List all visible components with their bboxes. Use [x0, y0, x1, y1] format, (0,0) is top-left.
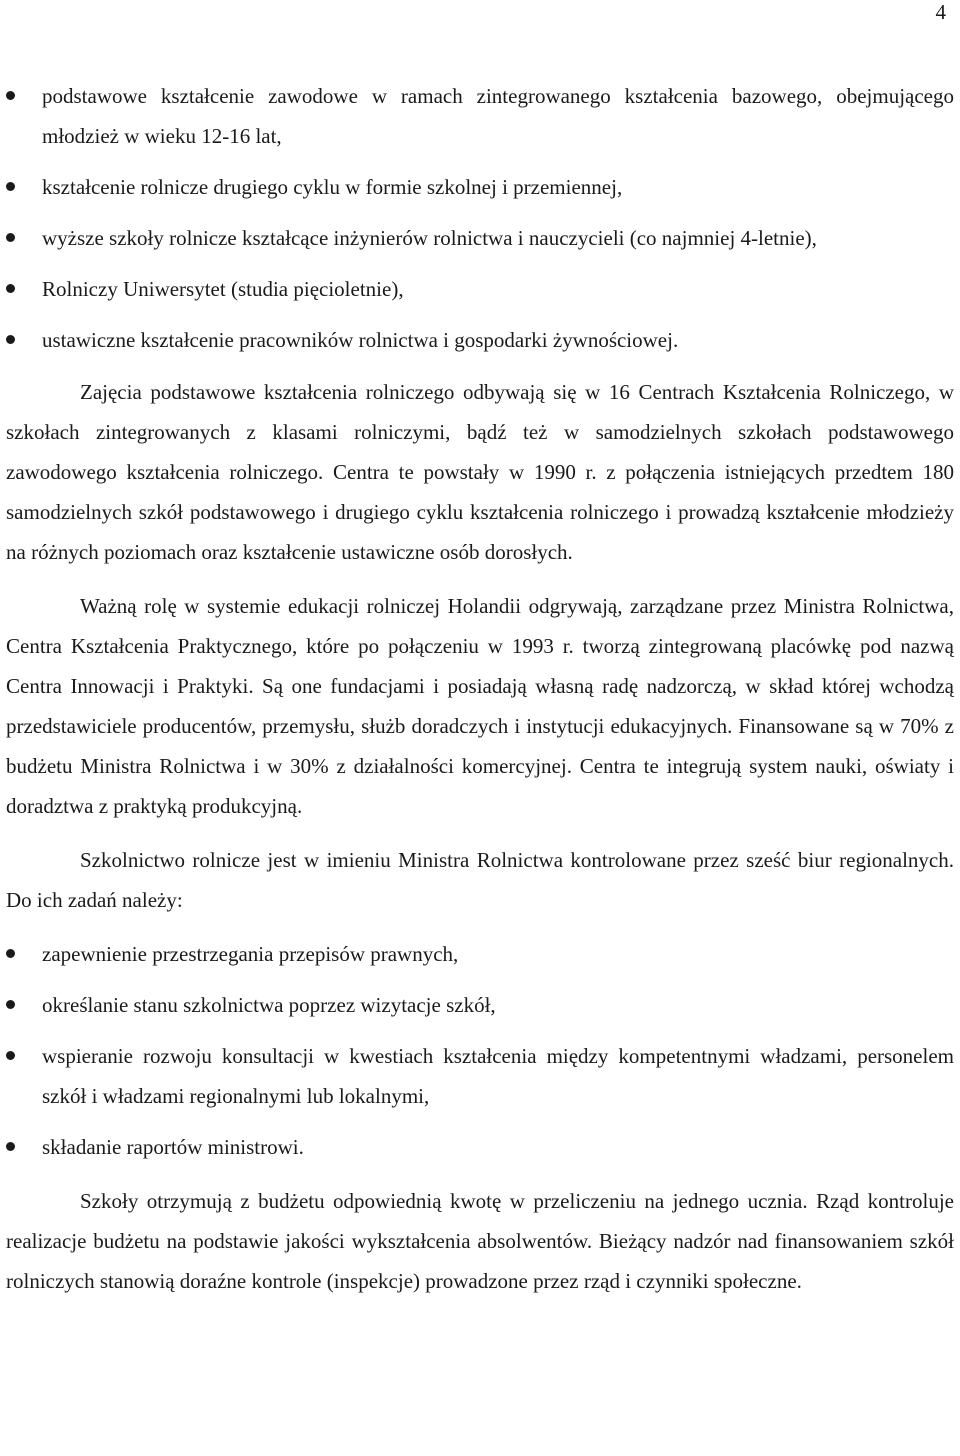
document-body	[6, 76, 954, 1301]
paragraph-regional-offices: Szkolnictwo rolnicze jest w imieniu Ministra Rolnictwa kontrolowane przez sześć biur regionalnych. Do ich zadań należy:	[6, 848, 954, 912]
list-item	[6, 269, 954, 309]
list-item-text: Rolniczy Uniwersytet (studia pięcioletnie),	[42, 277, 404, 301]
list-item	[6, 1127, 954, 1167]
list-item-text: wspieranie rozwoju konsultacji w kwestiach kształcenia między kompetentnymi władzami, personelem szkół i władzami regionalnymi lub lokalnymi,	[42, 1044, 954, 1108]
bullet-icon	[6, 182, 15, 191]
bullet-icon	[6, 1000, 15, 1009]
list-item	[6, 320, 954, 360]
bullet-icon	[6, 1142, 15, 1151]
list-item-text: kształcenie rolnicze drugiego cyklu w formie szkolnej i przemiennej,	[42, 175, 623, 199]
list-item	[6, 1036, 954, 1116]
list-item-text: składanie raportów ministrowi.	[42, 1135, 304, 1159]
bullet-icon	[6, 233, 15, 242]
list-item	[6, 218, 954, 258]
list-item-text: określanie stanu szkolnictwa poprzez wizytacje szkół,	[42, 993, 496, 1017]
bullet-icon	[6, 1051, 15, 1060]
page-number: 4	[935, 0, 946, 24]
list-item-text: ustawiczne kształcenie pracowników rolnictwa i gospodarki żywnościowej.	[42, 328, 679, 352]
education-levels-list	[6, 76, 954, 360]
bullet-icon	[6, 91, 15, 100]
paragraph-funding: Szkoły otrzymują z budżetu odpowiednią kwotę w przeliczeniu na jednego ucznia. Rząd kontroluje realizacje budżetu na podstawie jakości wykształcenia absolwentów. Bieżący nadzór nad finansowaniem szkół rolniczych stanowią doraźne kontrole (inspekcje) prowadzone przez rząd i czynniki społeczne.	[6, 1189, 954, 1293]
regional-tasks-list	[6, 934, 954, 1167]
bullet-icon	[6, 949, 15, 958]
list-item	[6, 934, 954, 974]
list-item-text: podstawowe kształcenie zawodowe w ramach zintegrowanego kształcenia bazowego, obejmującego młodzież w wieku 12-16 lat,	[42, 84, 954, 148]
list-item-text: wyższe szkoły rolnicze kształcące inżynierów rolnictwa i nauczycieli (co najmniej 4-letnie),	[42, 226, 817, 250]
bullet-icon	[6, 335, 15, 344]
paragraph-centers: Zajęcia podstawowe kształcenia rolniczego odbywają się w 16 Centrach Kształcenia Rolniczego, w szkołach zintegrowanych z klasami rolniczymi, bądź też w samodzielnych szkołach podstawowego zawodowego kształcenia rolniczego. Centra te powstały w 1990 r. z połączenia istniejących przedtem 180 samodzielnych szkół podstawowego i drugiego cyklu kształcenia rolniczego i prowadzą kształcenie młodzieży na różnych poziomach oraz kształcenie ustawiczne osób dorosłych.	[6, 380, 954, 564]
list-item-text: zapewnienie przestrzegania przepisów prawnych,	[42, 942, 459, 966]
bullet-icon	[6, 284, 15, 293]
paragraph-practical-centers: Ważną rolę w systemie edukacji rolniczej Holandii odgrywają, zarządzane przez Ministra Rolnictwa, Centra Kształcenia Praktycznego, które po połączeniu w 1993 r. tworzą zintegrowaną placówkę pod nazwą Centra Innowacji i Praktyki. Są one fundacjami i posiadają własną radę nadzorczą, w skład której wchodzą przedstawiciele producentów, przemysłu, służb doradczych i instytucji edukacyjnych. Finansowane są w 70% z budżetu Ministra Rolnictwa i w 30% z działalności komercyjnej. Centra te integrują system nauki, oświaty i doradztwa z praktyką produkcyjną.	[6, 594, 954, 818]
list-item	[6, 985, 954, 1025]
list-item	[6, 76, 954, 156]
list-item	[6, 167, 954, 207]
